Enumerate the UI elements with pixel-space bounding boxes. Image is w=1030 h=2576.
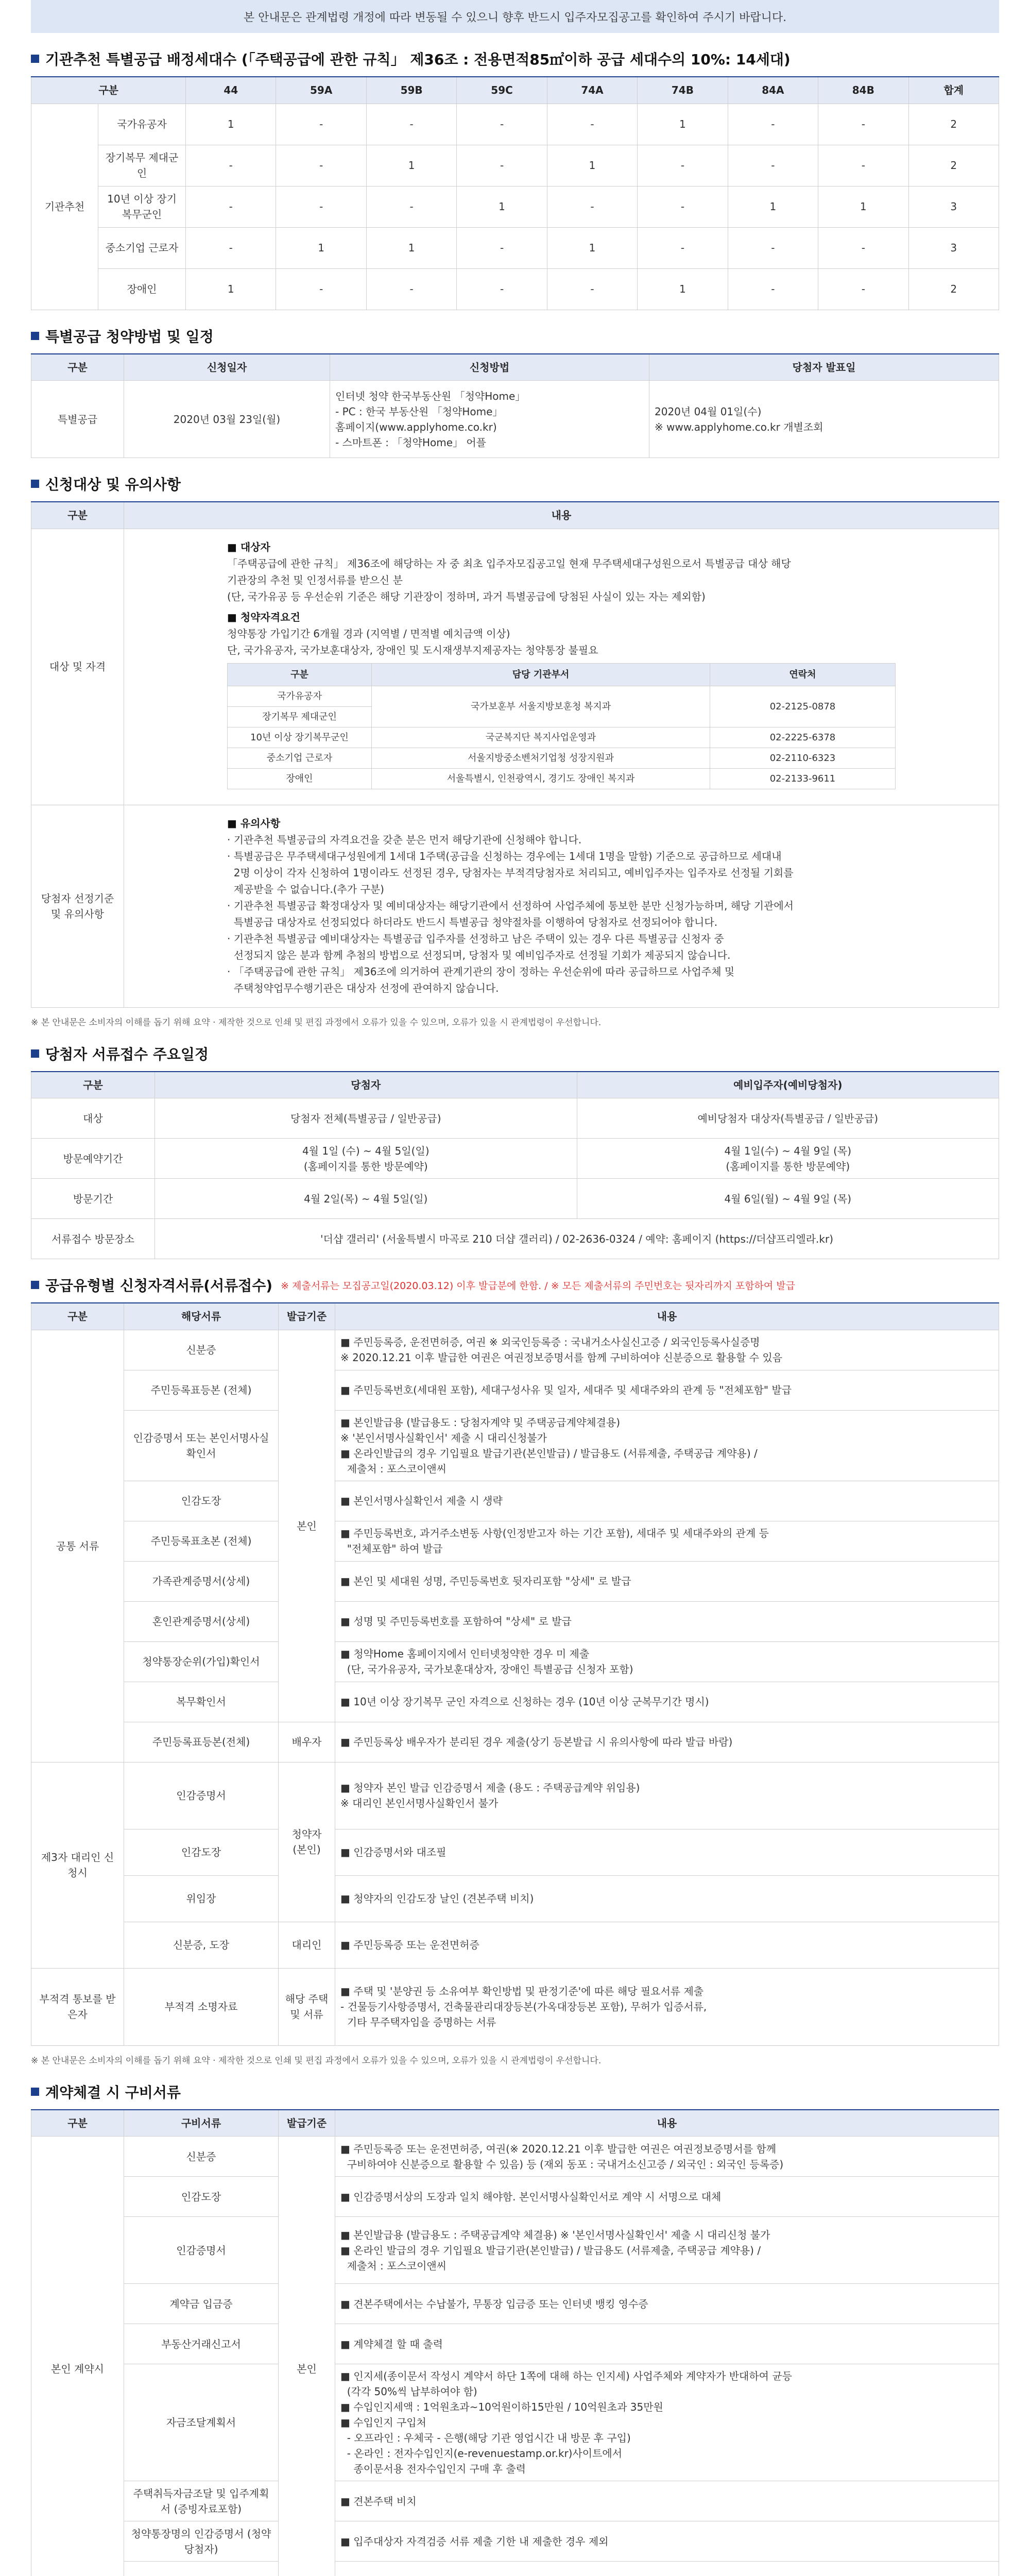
contract-docs-header: 발급기준 (279, 2110, 335, 2137)
contract-docs-header: 내용 (335, 2110, 999, 2137)
notice-line: 선정되지 않은 분과 함께 추첨의 방법으로 선정되며, 당첨자 및 예비입주자로 선정될 기회가 제공되지 않습니다. (227, 948, 731, 961)
agency-dept: 서울특별시, 인천광역시, 경기도 장애인 복지과 (372, 768, 710, 789)
agency-header: 연락처 (710, 663, 896, 686)
text-line: ■ 온라인 발급의 경우 기입필요 발급기관(본인발급) / 발급용도 (서류제출, 주택공급 계약용) / (340, 2244, 761, 2257)
allocation-value: - (366, 104, 456, 145)
agency-dept: 국가보훈부 서울지방보훈청 복지과 (372, 686, 710, 727)
text-line: ■ 주민등록번호(세대원 포함), 세대구성사유 및 일자, 세대주 및 세대주와의 관계 등 "전체포함" 발급 (340, 1384, 792, 1396)
text-line: 제출처 : 포스코이앤씨 (340, 1462, 447, 1475)
section-title-allocation: 기관추천 특별공급 배정세대수 (「주택공급에 관한 규칙」 제36조 : 전용면적85㎡이하 공급 세대수의 10%: 14세대) (31, 48, 999, 69)
required-docs-doc: 인감증명서 (124, 1762, 279, 1829)
required-docs-detail (335, 1722, 999, 1762)
allocation-row (31, 104, 999, 145)
required-docs-row (31, 1722, 999, 1762)
allocation-header: 구분 (31, 77, 186, 104)
contract-docs-detail (335, 2481, 999, 2521)
text-line: ■ 청약Home 홈페이지에서 인터넷청약한 경우 미 제출 (340, 1648, 590, 1660)
allocation-type: 중소기업 근로자 (98, 227, 186, 268)
agency-type: 국가유공자 (228, 686, 372, 706)
contract-docs-detail (335, 2284, 999, 2324)
required-docs-detail (335, 1829, 999, 1875)
agency-phone: 02-2133-9611 (710, 768, 896, 789)
required-docs-issuer: 본인 (279, 1330, 335, 1722)
required-docs-detail (335, 1762, 999, 1829)
allocation-value: - (728, 268, 818, 310)
text-line: 4월 6일(월) ~ 4월 9일 (목) (724, 1192, 852, 1205)
allocation-value: 2 (908, 104, 999, 145)
doc-schedule-row (31, 1098, 999, 1139)
contract-docs-issuer: 본인 (279, 2137, 335, 2576)
notice-line: · 기관추천 특별공급의 자격요건을 갖춘 분은 먼저 해당기관에 신청해야 합니다. (227, 833, 582, 846)
text-line: ■ 인감증명서상의 도장과 일치 해야함. 본인서명사실확인서로 계약 시 서명으로 대체 (340, 2190, 722, 2203)
required-docs-detail (335, 1968, 999, 2045)
allocation-value: 1 (547, 227, 637, 268)
text-line: ■ 인지세(종이문서 작성시 계약서 하단 1쪽에 대해 하는 인지세) 사업주체와 계약자가 반대하여 균등 (340, 2370, 792, 2382)
contract-docs-detail (335, 2217, 999, 2284)
required-docs-doc: 신분증, 도장 (124, 1922, 279, 1968)
doc-schedule-label: 방문기간 (31, 1179, 155, 1219)
eligibility-header: 구분 (31, 502, 124, 529)
agency-type: 장기복무 제대군인 (228, 706, 372, 727)
doc-schedule-reserve (577, 1098, 999, 1139)
allocation-value: - (186, 186, 276, 227)
eligibility-content: ■ 유의사항 · 기관추천 특별공급의 자격요건을 갖춘 분은 먼저 해당기관에 신청해야 합니다. · 특별공급은 무주택세대구성원에게 1세대 1주택(공급을 신청하는 경우에는 1세대 1명을 말함) 기준으로 공급하므로 세대내 2명 이상이 각자 신청하여 1명이라도 선정된 경우, 당첨자는 부적격당첨자로 처리되고, 예비입주자는 입주자로 선정될 기회를 제공받을 수 없습니다.(추가 구분) · 기관추천 특별공급 확정대상자 및 예비대상자는 해당기관에서 선정하여 사업주체에 통보한 분만 신청가능하며, 해당 기관에서 특별공급 대상자로 선정되었다 하더라도 반드시 특별공급 청약절차를 이행하여 당첨자로 선정되어야 합니다. · 기관추천 특별공급 예비대상자는 특별공급 입주자를 선정하고 남은 주택이 있는 경우 다른 특별공급 신청자 중 선정되지 않은 분과 함께 추첨의 방법으로 선정되며, 당첨자 및 예비입주자로 선정될 기회가 제공되지 않습니다. · 「주택공급에 관한 규칙」 제36조에 의거하여 관계기관의 장이 정하는 우선순위에 따라 공급하므로 사업주체 및 주택청약업무수행기관은 대상자 선정에 관여하지 않습니다. (124, 805, 999, 1007)
allocation-header: 59C (457, 77, 547, 104)
required-docs-detail (335, 1370, 999, 1410)
text-line: ■ 견본주택 비치 (340, 2495, 417, 2507)
schedule-header: 구분 (31, 354, 124, 381)
contract-docs-doc: 자금조달계획서 (124, 2364, 279, 2481)
contract-docs-detail (335, 2364, 999, 2481)
required-docs-header: 구분 (31, 1303, 124, 1330)
allocation-value: 1 (638, 268, 728, 310)
allocation-value: - (638, 145, 728, 186)
allocation-header: 합계 (908, 77, 999, 104)
allocation-value: - (457, 227, 547, 268)
notice-line: · 기관추천 특별공급 예비대상자는 특별공급 입주자를 선정하고 남은 주택이 있는 경우 다른 특별공급 신청자 중 (227, 932, 724, 945)
allocation-header: 44 (186, 77, 276, 104)
allocation-value: - (818, 104, 908, 145)
schedule-announce: 2020년 04월 01일(수) ※ www.applyhome.co.kr 개별조회 (649, 381, 999, 458)
allocation-value: 2 (908, 268, 999, 310)
required-docs-doc: 주민등록표초본 (전체) (124, 1521, 279, 1561)
text-line: ■ 본인발급용 (발급용도 : 당첨자계약 및 주택공급계약체결용) (340, 1416, 621, 1429)
allocation-value: 2 (908, 145, 999, 186)
text-line: ※ '본인서명사실확인서' 제출 시 대리신청불가 (340, 1431, 547, 1444)
required-docs-doc: 인감도장 (124, 1829, 279, 1875)
contract-docs-header: 구분 (31, 2110, 124, 2137)
text-line: ■ 10년 이상 장기복무 군인 자격으로 신청하는 경우 (10년 이상 군복무기간 명시) (340, 1696, 709, 1708)
text-line: ■ 견본주택에서는 수납불가, 무통장 입금증 또는 인터넷 뱅킹 영수증 (340, 2297, 648, 2310)
contract-docs-row (31, 2562, 999, 2576)
agency-phone: 02-2110-6323 (710, 748, 896, 768)
text-line: (단, 국가유공자, 국가보훈대상자, 장애인 특별공급 신청자 포함) (340, 1663, 633, 1675)
required-docs-issuer: 배우자 (279, 1722, 335, 1762)
schedule-header: 당첨자 발표일 (649, 354, 999, 381)
contract-docs-doc: 인감도장 (124, 2177, 279, 2217)
eligibility-category: 당첨자 선정기준 및 유의사항 (31, 805, 124, 1007)
schedule-method: 인터넷 청약 한국부동산원 「청약Home」 - PC : 한국 부동산원 「청약Home」 홈페이지(www.applyhome.co.kr) - 스마트폰 : 「청약Home」 어플 (330, 381, 649, 458)
required-docs-table (31, 1302, 999, 2046)
allocation-value: - (547, 268, 637, 310)
contract-docs-doc: 청약통장명의 인감증명서 (청약당첨자) (124, 2521, 279, 2562)
text-line: - 건물등기사항증명서, 건축물관리대장등본(가옥대장등본 포함), 무허가 입증서류, (340, 2001, 707, 2013)
required-docs-row (31, 1481, 999, 1521)
agency-type: 중소기업 근로자 (228, 748, 372, 768)
required-docs-doc: 청약통장순위(가입)확인서 (124, 1641, 279, 1682)
contract-docs-table (31, 2109, 999, 2576)
allocation-group: 기관추천 (31, 104, 98, 310)
section-title-required-docs: 공급유형별 신청자격서류(서류접수) ※ 제출서류는 모집공고일(2020.03.12) 이후 발급분에 한함. / ※ 모든 제출서류의 주민번호는 뒷자리까지 포함하여 발급 (31, 1275, 999, 1295)
required-docs-row (31, 1601, 999, 1641)
square-bullet-icon (31, 2088, 39, 2096)
allocation-row (31, 227, 999, 268)
required-docs-row (31, 1410, 999, 1481)
required-docs-row (31, 1521, 999, 1561)
contract-docs-doc: 부동산거래신고서 (124, 2324, 279, 2364)
allocation-value: 1 (186, 268, 276, 310)
agency-header: 구분 (228, 663, 372, 686)
text-line: 구비하여야 신분증으로 활용할 수 있음) 등 (재외 동포 : 국내거소신고증 / 외국인 : 외국인 등록증) (340, 2158, 784, 2171)
notice-line: 주택청약업무수행기관은 대상자 선정에 관여하지 않습니다. (227, 981, 499, 994)
text-line: ■ 본인 및 세대원 성명, 주민등록번호 뒷자리포함 "상세" 로 발급 (340, 1575, 631, 1587)
required-docs-header: 발급기준 (279, 1303, 335, 1330)
allocation-value: - (638, 227, 728, 268)
agency-phone: 02-2225-6378 (710, 727, 896, 748)
text-line: (홈페이지를 통한 방문예약) (726, 1160, 850, 1173)
text-line: ■ 성명 및 주민등록번호를 포함하여 "상세" 로 발급 (340, 1615, 572, 1628)
required-docs-row (31, 1875, 999, 1922)
contract-docs-row (31, 2177, 999, 2217)
allocation-row (31, 268, 999, 310)
text-line: ■ 인감증명서와 대조필 (340, 1846, 447, 1858)
schedule-header: 신청일자 (124, 354, 330, 381)
required-docs-row (31, 1641, 999, 1682)
contract-docs-detail (335, 2177, 999, 2217)
doc-schedule-place (155, 1219, 999, 1259)
allocation-value: 1 (818, 186, 908, 227)
allocation-value: - (547, 186, 637, 227)
agency-dept: 국군복지단 복지사업운영과 (372, 727, 710, 748)
text-line: ■ 수입인지 구입처 (340, 2416, 426, 2429)
required-docs-row (31, 1762, 999, 1829)
allocation-value: 3 (908, 227, 999, 268)
doc-schedule-label: 대상 (31, 1098, 155, 1139)
square-bullet-icon (31, 480, 39, 488)
allocation-value: - (366, 268, 456, 310)
required-docs-header: 내용 (335, 1303, 999, 1330)
allocation-value: 1 (186, 104, 276, 145)
text-line: 기타 무주택자임을 증명하는 서류 (340, 2016, 496, 2028)
eligibility-category: 대상 및 자격 (31, 529, 124, 805)
allocation-type: 10년 이상 장기복무군인 (98, 186, 186, 227)
required-docs-detail (335, 1330, 999, 1370)
required-docs-doc: 인감도장 (124, 1481, 279, 1521)
contract-docs-row (31, 2324, 999, 2364)
text-line: ■ 입주대상자 자격검증 서류 제출 기한 내 제출한 경우 제외 (340, 2535, 609, 2548)
required-docs-detail (335, 1481, 999, 1521)
allocation-header: 74B (638, 77, 728, 104)
text-line: 4월 2일(목) ~ 4월 5일(일) (304, 1192, 428, 1205)
text-line: 4월 1일 (수) ~ 4월 5일(일) (302, 1144, 430, 1157)
text-line: '더샵 갤러리' (서울특별시 마곡로 210 더샵 갤러리) / 02-2636-0324 / 예약: 홈페이지 (https://더샵프리엘라.kr) (320, 1232, 833, 1245)
section-title-contract-docs: 계약체결 시 구비서류 (31, 2081, 999, 2102)
required-docs-doc: 인감증명서 또는 본인서명사실확인서 (124, 1410, 279, 1481)
required-docs-doc: 위임장 (124, 1875, 279, 1922)
top-notice: 본 안내문은 관계법령 개정에 따라 변동될 수 있으니 향후 반드시 입주자모집공고를 확인하여 주시기 바랍니다. (31, 0, 999, 33)
notice-line: · 「주택공급에 관한 규칙」 제36조에 의거하여 관계기관의 장이 정하는 우선순위에 따라 공급하므로 사업주체 및 (227, 965, 735, 978)
required-docs-issuer: 청약자 (본인) (279, 1762, 335, 1922)
agency-type: 장애인 (228, 768, 372, 789)
text-line: ■ 주민등록번호, 과거주소변동 사항(인정받고자 하는 기간 포함), 세대주 및 세대주와의 관계 등 (340, 1527, 769, 1539)
doc-schedule-row (31, 1219, 999, 1259)
doc-schedule-label: 서류접수 방문장소 (31, 1219, 155, 1259)
text-line: ■ 본인서명사실확인서 제출 시 생략 (340, 1495, 503, 1507)
allocation-header: 59A (276, 77, 366, 104)
allocation-type: 장애인 (98, 268, 186, 310)
allocation-value: - (186, 145, 276, 186)
allocation-value: - (728, 104, 818, 145)
required-docs-row (31, 1922, 999, 1968)
doc-schedule-table (31, 1071, 999, 1260)
agency-header: 담당 기관부서 (372, 663, 710, 686)
text-line: 4월 1일(수) ~ 4월 9일 (목) (724, 1144, 852, 1157)
required-docs-row (31, 1330, 999, 1370)
contract-docs-detail (335, 2137, 999, 2177)
section-title-schedule: 특별공급 청약방법 및 일정 (31, 326, 999, 346)
allocation-value: 1 (457, 186, 547, 227)
required-docs-detail (335, 1601, 999, 1641)
notice-line: 2명 이상이 각자 신청하여 1명이라도 선정된 경우, 당첨자는 부적격당첨자로 처리되고, 예비입주자는 입주자로 선정될 기회를 (227, 866, 794, 879)
allocation-table (31, 76, 999, 310)
required-docs-group: 공통 서류 (31, 1330, 124, 1762)
allocation-value: 1 (366, 227, 456, 268)
contract-docs-row (31, 2137, 999, 2177)
notice-line: 제공받을 수 없습니다.(추가 구분) (227, 883, 384, 895)
allocation-value: - (186, 227, 276, 268)
contract-docs-doc: 계약금 입금증 (124, 2284, 279, 2324)
required-docs-group: 제3자 대리인 신청시 (31, 1762, 124, 1968)
text-line: 제출처 : 포스코이앤씨 (340, 2259, 447, 2272)
text-line: ■ 주민등록증 또는 운전면허증, 여권(※ 2020.12.21 이후 발급한 여권은 여권정보증명서를 함께 (340, 2142, 777, 2155)
text-line: (각각 50%씩 납부하여야 함) (340, 2385, 477, 2398)
required-docs-detail (335, 1561, 999, 1601)
contract-docs-header: 구비서류 (124, 2110, 279, 2137)
allocation-value: - (457, 145, 547, 186)
text-line: ■ 본인발급용 (발급용도 : 주택공급계약 체결용) ※ '본인서명사실확인서' 제출 시 대리신청 불가 (340, 2228, 770, 2241)
doc-schedule-header: 구분 (31, 1072, 155, 1098)
text-line: - 오프라인 : 우체국 - 은행(해당 기관 영업시간 내 방문 후 구입) (340, 2432, 631, 2444)
required-docs-row (31, 1682, 999, 1722)
text-line: - 온라인 : 전자수입인지(e-revenuestamp.or.kr)사이트에서 (340, 2447, 623, 2460)
required-docs-row (31, 1829, 999, 1875)
allocation-value: 1 (728, 186, 818, 227)
allocation-value: 1 (366, 145, 456, 186)
contract-docs-detail (335, 2521, 999, 2562)
contract-docs-doc (124, 2562, 279, 2576)
allocation-header: 59B (366, 77, 456, 104)
required-docs-issuer: 해당 주택 및 서류 (279, 1968, 335, 2045)
required-docs-detail (335, 1922, 999, 1968)
disclaimer-note: ※ 본 안내문은 소비자의 이해를 돕기 위해 요약 · 제작한 것으로 인쇄 및 편집 과정에서 오류가 있을 수 있으며, 오류가 있을 시 관계법령이 우선합니다. (31, 2055, 602, 2066)
allocation-value: - (276, 186, 366, 227)
allocation-value: - (547, 104, 637, 145)
allocation-value: - (457, 104, 547, 145)
allocation-value: - (276, 145, 366, 186)
doc-schedule-header: 당첨자 (155, 1072, 577, 1098)
text-line: ■ 주민등록증 또는 운전면허증 (340, 1939, 479, 1951)
schedule-header: 신청방법 (330, 354, 649, 381)
doc-schedule-reserve (577, 1179, 999, 1219)
required-docs-detail (335, 1682, 999, 1722)
required-docs-group: 부적격 통보를 받은자 (31, 1968, 124, 2045)
square-bullet-icon (31, 1049, 39, 1058)
allocation-row (31, 145, 999, 186)
text-line: (홈페이지를 통한 방문예약) (303, 1160, 428, 1173)
allocation-header-row (31, 77, 999, 104)
text-line: ■ 청약자 본인 발급 인감증명서 제출 (용도 : 주택공급계약 위임용) (340, 1782, 640, 1794)
text-line: ■ 주택 및 '분양권 등 소유여부 확인방법 및 판정기준'에 따른 해당 필요서류 제출 (340, 1985, 704, 1997)
doc-schedule-row (31, 1139, 999, 1179)
square-bullet-icon (31, 332, 39, 340)
agency-phone: 02-2125-0878 (710, 686, 896, 727)
schedule-category: 특별공급 (31, 381, 124, 458)
contract-docs-row (31, 2481, 999, 2521)
text-line: ■ 온라인발급의 경우 기입필요 발급기관(본인발급) / 발급용도 (서류제출, 주택공급 계약용) / (340, 1447, 758, 1460)
required-docs-doc: 가족관계증명서(상세) (124, 1561, 279, 1601)
text-line: ■ 주민등록상 배우자가 분리된 경우 제출(상기 등본발급 시 유의사항에 따라 발급 바람) (340, 1736, 733, 1748)
required-docs-detail (335, 1410, 999, 1481)
doc-schedule-winner (155, 1139, 577, 1179)
doc-schedule-row (31, 1179, 999, 1219)
doc-schedule-reserve (577, 1139, 999, 1179)
doc-schedule-header: 예비입주자(예비당첨자) (577, 1072, 999, 1098)
eligibility-table (31, 501, 999, 1008)
notice-line: · 특별공급은 무주택세대구성원에게 1세대 1주택(공급을 신청하는 경우에는 1세대 1명을 말함) 기준으로 공급하므로 세대내 (227, 850, 782, 862)
disclaimer-note: ※ 본 안내문은 소비자의 이해를 돕기 위해 요약 · 제작한 것으로 인쇄 및 편집 과정에서 오류가 있을 수 있으며, 오류가 있을 시 관계법령이 우선합니다. (31, 1017, 602, 1028)
contract-docs-doc: 신분증 (124, 2137, 279, 2177)
text-line: 종이문서용 전자수입인지 구매 후 출력 (340, 2463, 526, 2475)
allocation-value: 1 (638, 104, 728, 145)
allocation-value: - (276, 268, 366, 310)
required-docs-doc: 혼인관계증명서(상세) (124, 1601, 279, 1641)
square-bullet-icon (31, 55, 39, 63)
allocation-header: 84B (818, 77, 908, 104)
notice-line: · 기관추천 특별공급 확정대상자 및 예비대상자는 해당기관에서 선정하여 사업주체에 통보한 분만 신청가능하며, 해당 기관에서 (227, 899, 794, 912)
contract-docs-detail (335, 2324, 999, 2364)
allocation-type: 장기복무 제대군인 (98, 145, 186, 186)
contract-docs-row (31, 2217, 999, 2284)
allocation-value: 1 (276, 227, 366, 268)
required-docs-doc: 주민등록표등본(전체) (124, 1722, 279, 1762)
required-docs-detail (335, 1875, 999, 1922)
contract-docs-row (31, 2284, 999, 2324)
allocation-value: - (728, 145, 818, 186)
square-bullet-icon (31, 1281, 39, 1289)
agency-dept: 서울지방중소벤처기업청 성장지원과 (372, 748, 710, 768)
allocation-value: - (818, 145, 908, 186)
text-line: ■ 수입인지세액 : 1억원초과~10억원이하15만원 / 10억원초과 35만원 (340, 2401, 663, 2413)
required-docs-detail (335, 1641, 999, 1682)
section-title-eligibility: 신청대상 및 유의사항 (31, 473, 999, 494)
schedule-table (31, 353, 999, 459)
section-title-doc-schedule: 당첨자 서류접수 주요일정 (31, 1043, 999, 1064)
text-line (340, 2574, 993, 2576)
allocation-value: - (728, 227, 818, 268)
contract-docs-row (31, 2364, 999, 2481)
agency-type: 10년 이상 장기복무군인 (228, 727, 372, 748)
contract-docs-doc: 인감증명서 (124, 2217, 279, 2284)
allocation-value: - (638, 186, 728, 227)
schedule-date: 2020년 03월 23일(월) (124, 381, 330, 458)
text-line: ※ 대리인 본인서명사실확인서 불가 (340, 1797, 499, 1809)
text-line: ■ 계약체결 할 때 출력 (340, 2337, 443, 2350)
doc-schedule-winner (155, 1179, 577, 1219)
text-line: ※ 2020.12.21 이후 발급한 여권은 여권정보증명서를 함께 구비하여야 신분증으로 활용할 수 있음 (340, 1351, 783, 1364)
doc-schedule-label: 방문예약기간 (31, 1139, 155, 1179)
allocation-value: 1 (547, 145, 637, 186)
text-line: 당첨자 전체(특별공급 / 일반공급) (290, 1112, 441, 1125)
text-line: 예비당첨자 대상자(특별공급 / 일반공급) (697, 1112, 879, 1125)
notice-line: 특별공급 대상자로 선정되었다 하더라도 반드시 특별공급 청약절차를 이행하여 당첨자로 선정되어야 합니다. (227, 916, 718, 928)
page (31, 0, 999, 2576)
required-docs-row (31, 1370, 999, 1410)
required-docs-doc: 복무확인서 (124, 1682, 279, 1722)
text-line: "전체포함" 하여 발급 (340, 1543, 443, 1555)
allocation-value: - (276, 104, 366, 145)
contract-docs-group: 본인 계약시 (31, 2137, 124, 2576)
required-docs-doc: 부적격 소명자료 (124, 1968, 279, 2045)
allocation-value: - (818, 268, 908, 310)
allocation-type: 국가유공자 (98, 104, 186, 145)
required-docs-issuer: 대리인 (279, 1922, 335, 1968)
text-line: ■ 주민등록증, 운전면허증, 여권 ※ 외국인등록증 : 국내거소사실신고증 / 외국인등록사실증명 (340, 1336, 760, 1348)
doc-schedule-winner (155, 1098, 577, 1139)
allocation-header: 84A (728, 77, 818, 104)
allocation-value: 3 (908, 186, 999, 227)
allocation-value: - (366, 186, 456, 227)
required-docs-header: 해당서류 (124, 1303, 279, 1330)
required-docs-row (31, 1561, 999, 1601)
eligibility-content: ■ 대상자 「주택공급에 관한 규칙」 제36조에 해당하는 자 중 최초 입주자모집공고일 현재 무주택세대구성원으로서 특별공급 대상 해당 기관장의 추천 및 인정서류를 받으신 분 (단, 국가유공 등 우선순위 기준은 해당 기관장이 정하며, 과거 특별공급에 당첨된 사실이 있는 자는 제외함) ■ 청약자격요건 청약통장 가입기간 6개월 경과 (지역별 / 면적별 예치금액 이상) 단, 국가유공자, 국가보훈대상자, 장애인 및 도시재생부지제공자는 청약통장 불필요 구분 담당 기관부서 연락처 국가유공자 국가보훈부 서울지방보훈청 복지과 02-2125-0878 장기복무 제대군인 10년 이상 장기복무군인 국군복지단 복지사업운영과 02-2225-6378 중소기업 근로자 서울지방중소벤처기업청 성장지원과 02-2110-6323 장애인 서울특별시, 인천광역시, 경기도 장애인 복지과 02-2133-9611 (124, 529, 999, 805)
contract-docs-doc: 주택취득자금조달 및 입주계획서 (증빙자료포함) (124, 2481, 279, 2521)
text-line: ■ 청약자의 인감도장 날인 (견본주택 비치) (340, 1892, 534, 1905)
required-docs-doc: 신분증 (124, 1330, 279, 1370)
allocation-value: - (457, 268, 547, 310)
contract-docs-detail (335, 2562, 999, 2576)
agency-table (227, 663, 896, 789)
allocation-header: 74A (547, 77, 637, 104)
required-docs-detail (335, 1521, 999, 1561)
allocation-value: - (818, 227, 908, 268)
eligibility-header: 내용 (124, 502, 999, 529)
contract-docs-row (31, 2521, 999, 2562)
required-docs-row (31, 1968, 999, 2045)
required-docs-doc: 주민등록표등본 (전체) (124, 1370, 279, 1410)
allocation-row (31, 186, 999, 227)
